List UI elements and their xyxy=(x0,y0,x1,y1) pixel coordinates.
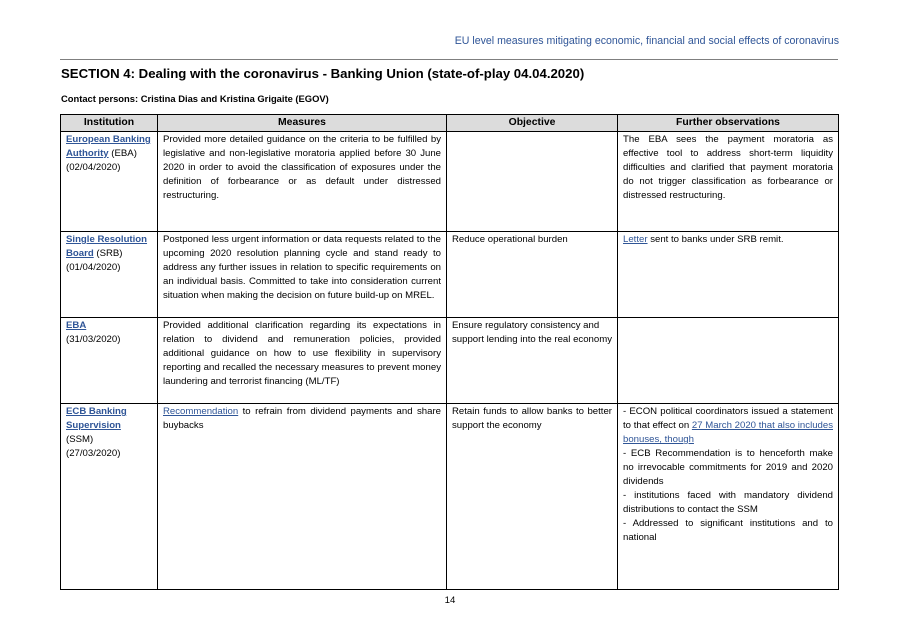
contact-persons: Contact persons: Cristina Dias and Kristina Grigaite (EGOV) xyxy=(61,93,329,104)
entry-date: (01/04/2020) xyxy=(66,262,121,273)
measures-cell xyxy=(158,404,447,590)
institution-cell xyxy=(61,232,158,318)
institution-link[interactable]: Single Resolution Board xyxy=(66,234,148,259)
institution-abbrev: (EBA) xyxy=(108,148,137,159)
letter-link[interactable]: Letter xyxy=(623,234,648,245)
measures-table xyxy=(60,114,839,590)
entry-date: (02/04/2020) xyxy=(66,162,121,173)
header-divider xyxy=(60,59,838,60)
table-row xyxy=(61,318,839,404)
table-row xyxy=(61,132,839,232)
recommendation-link[interactable]: Recommendation xyxy=(163,406,239,417)
entry-date: (27/03/2020) xyxy=(66,448,121,459)
observations-cell xyxy=(618,404,839,590)
institution-link[interactable]: ECB Banking Supervision xyxy=(66,406,127,431)
institution-cell xyxy=(61,318,158,404)
measures-text: to refrain from dividend payments and share buybacks xyxy=(163,406,441,431)
entry-date: (31/03/2020) xyxy=(66,334,121,345)
objective-cell: Retain funds to allow banks to better support the economy xyxy=(447,404,618,590)
institution-link[interactable]: EBA xyxy=(66,320,87,331)
page-number: 14 xyxy=(444,595,456,606)
measures-cell: Provided additional clarification regarding its expectations in relation to dividend and remuneration policies, provided additional guidance on how to use flexibility in supervisory reporting and recalled the necessary measures to prevent money laundering and terrorist financing (ML/TF) xyxy=(158,318,447,404)
section-title: SECTION 4: Dealing with the coronavirus - Banking Union (state-of-play 04.04.2020) xyxy=(61,66,585,81)
observation-item: - ECB Recommendation is to henceforth make no irrevocable commitments for 2019 and 2020 dividends xyxy=(623,448,833,487)
observation-item: - Addressed to significant institutions and to national xyxy=(623,518,833,543)
column-header-measures: Measures xyxy=(158,115,447,132)
observations-cell xyxy=(618,232,839,318)
measures-cell: Provided more detailed guidance on the criteria to be fulfilled by legislative and non-legislative moratoria applied before 30 June 2020 in order to avoid the classification of exposures under the definition of forbearance or as default under distressed restructuring. xyxy=(158,132,447,232)
institution-cell xyxy=(61,132,158,232)
column-header-institution: Institution xyxy=(61,115,158,132)
objective-cell: Reduce operational burden xyxy=(447,232,618,318)
observations-cell: The EBA sees the payment moratoria as effective tool to address short-term liquidity difficulties and clarified that payment moratoria do not trigger classification as forbearance or distressed restructuring. xyxy=(618,132,839,232)
institution-abbrev: (SSM) xyxy=(66,434,94,445)
column-header-observations: Further observations xyxy=(618,115,839,132)
column-header-objective: Objective xyxy=(447,115,618,132)
table-row xyxy=(61,404,839,590)
observation-item xyxy=(623,405,833,447)
institution-abbrev: (SRB) xyxy=(93,248,123,259)
document-header-title: EU level measures mitigating economic, financial and social effects of coronavirus xyxy=(454,35,839,47)
table-header-row xyxy=(61,115,839,132)
institution-link[interactable]: European Banking Authority xyxy=(66,134,151,159)
objective-cell xyxy=(447,132,618,232)
table-row xyxy=(61,232,839,318)
statement-link[interactable]: 27 March 2020 that also includes bonuses, though xyxy=(623,420,833,445)
objective-cell: Ensure regulatory consistency and support lending into the real economy xyxy=(447,318,618,404)
measures-cell: Postponed less urgent information or data requests related to the upcoming 2020 resolution planning cycle and stand ready to address any further issues in relation to specific requirements on an individual basis. Committed to take into consideration current situation when making the decision on future build-up on MREL. xyxy=(158,232,447,318)
institution-cell xyxy=(61,404,158,590)
observation-item: - institutions faced with mandatory dividend distributions to contact the SSM xyxy=(623,490,833,515)
observations-text: sent to banks under SRB remit. xyxy=(647,234,784,245)
observation-text: - ECON political coordinators issued a statement to that effect on xyxy=(623,406,833,431)
observations-cell xyxy=(618,318,839,404)
